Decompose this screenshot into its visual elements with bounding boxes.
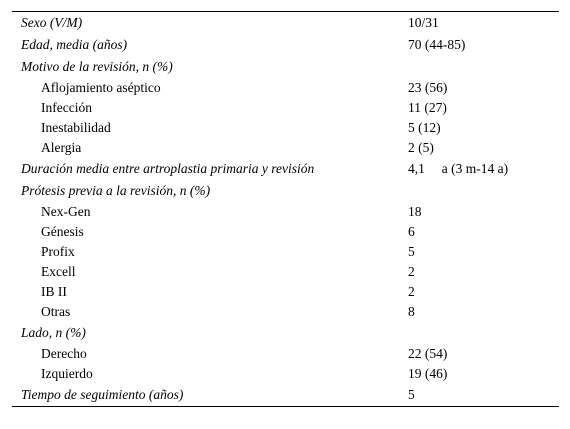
table-row	[12, 384, 559, 406]
table-row	[12, 118, 559, 138]
row-label-profix: Profix	[41, 244, 75, 259]
table-row	[12, 12, 559, 34]
table-row	[12, 222, 559, 242]
row-value-right: 22 (54)	[408, 346, 448, 361]
table-row	[12, 364, 559, 384]
row-value-ib-ii: 2	[408, 284, 415, 299]
row-value-allergy: 2 (5)	[408, 140, 434, 155]
row-label-follow-up: Tiempo de seguimiento (años)	[21, 387, 184, 402]
row-value-others: 8	[408, 304, 415, 319]
row-label-side: Lado, n (%)	[21, 325, 86, 340]
table-row	[12, 282, 559, 302]
row-value-infection: 11 (27)	[408, 100, 447, 115]
row-label-allergy: Alergia	[41, 140, 82, 155]
row-value-excell: 2	[408, 264, 415, 279]
table-row	[12, 158, 559, 180]
row-label-aseptic-loosening: Aflojamiento aséptico	[41, 80, 161, 95]
row-label-revision-reason: Motivo de la revisión, n (%)	[21, 59, 173, 74]
row-value-instability: 5 (12)	[408, 120, 441, 135]
row-label-infection: Infección	[41, 100, 92, 115]
demographics-table	[12, 11, 559, 407]
table-row	[12, 302, 559, 322]
row-value-aseptic-loosening: 23 (56)	[408, 80, 448, 95]
table-row	[12, 98, 559, 118]
row-label-others: Otras	[41, 304, 71, 319]
row-label-age: Edad, media (años)	[21, 37, 128, 52]
row-label-genesis: Génesis	[41, 224, 84, 239]
table-row	[12, 34, 559, 56]
table-row	[12, 242, 559, 262]
table-row	[12, 262, 559, 282]
table-row	[12, 56, 559, 78]
table-row	[12, 180, 559, 202]
row-value-genesis: 6	[408, 224, 415, 239]
row-label-previous-prosthesis: Prótesis previa a la revisión, n (%)	[21, 183, 211, 198]
table-row	[12, 78, 559, 98]
table-row	[12, 138, 559, 158]
row-label-ib-ii: IB II	[41, 284, 67, 299]
row-label-nex-gen: Nex-Gen	[41, 204, 91, 219]
row-value-mean-duration: 4,1 a (3 m-14 a)	[408, 161, 509, 176]
row-value-follow-up: 5	[408, 387, 415, 402]
table-row	[12, 202, 559, 222]
row-value-profix: 5	[408, 244, 415, 259]
table-row	[12, 322, 559, 344]
row-label-excell: Excell	[41, 264, 76, 279]
row-value-sex: 10/31	[408, 15, 439, 30]
row-value-nex-gen: 18	[408, 204, 422, 219]
row-value-age: 70 (44-85)	[408, 37, 466, 52]
row-value-left: 19 (46)	[408, 366, 448, 381]
row-label-left: Izquierdo	[41, 366, 93, 381]
row-label-sex: Sexo (V/M)	[21, 15, 83, 30]
table-row	[12, 344, 559, 364]
row-label-mean-duration: Duración media entre artroplastia primaria y revisión	[21, 161, 315, 176]
row-label-right: Derecho	[41, 346, 87, 361]
row-label-instability: Inestabilidad	[41, 120, 111, 135]
